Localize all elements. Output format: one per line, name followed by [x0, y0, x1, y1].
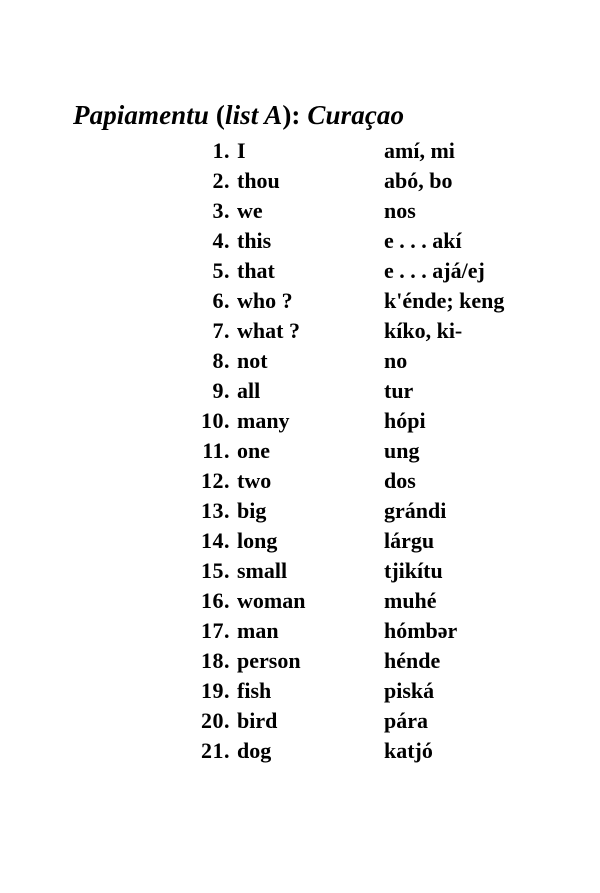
row-number: 7. — [212, 318, 230, 343]
papiamentu-word: amí, mi — [384, 138, 455, 163]
row-number: 12. — [201, 468, 230, 493]
english-word: one — [237, 438, 270, 463]
word-row-15 — [0, 556, 600, 586]
papiamentu-word: no — [384, 348, 408, 373]
row-number: 11. — [202, 438, 230, 463]
papiamentu-word: e . . . akí — [384, 228, 462, 253]
word-row-14 — [0, 526, 600, 556]
english-word: fish — [237, 678, 272, 703]
word-row-12 — [0, 466, 600, 496]
english-word: what ? — [237, 318, 300, 343]
row-number: 13. — [201, 498, 230, 523]
row-number: 21. — [201, 738, 230, 763]
word-list — [0, 136, 600, 766]
papiamentu-word: grándi — [384, 498, 447, 523]
word-row-21 — [0, 736, 600, 766]
page-title — [73, 100, 404, 131]
papiamentu-word: dos — [384, 468, 416, 493]
word-row-2 — [0, 166, 600, 196]
english-word: small — [237, 558, 288, 583]
title-place: Curaçao — [307, 100, 405, 130]
row-number: 15. — [201, 558, 230, 583]
papiamentu-word: ung — [384, 438, 420, 463]
row-number: 2. — [212, 168, 230, 193]
papiamentu-word: abó, bo — [384, 168, 453, 193]
papiamentu-word: lárgu — [384, 528, 435, 553]
word-row-6 — [0, 286, 600, 316]
english-word: many — [237, 408, 290, 433]
row-number: 9. — [212, 378, 230, 403]
papiamentu-word: pára — [384, 708, 428, 733]
english-word: person — [237, 648, 301, 673]
word-row-17 — [0, 616, 600, 646]
row-number: 8. — [212, 348, 230, 373]
english-word: dog — [237, 738, 272, 763]
row-number: 1. — [212, 138, 230, 163]
row-number: 18. — [201, 648, 230, 673]
word-row-10 — [0, 406, 600, 436]
row-number: 10. — [201, 408, 230, 433]
row-number: 4. — [212, 228, 230, 253]
papiamentu-word: tur — [384, 378, 414, 403]
word-row-4 — [0, 226, 600, 256]
english-word: two — [237, 468, 272, 493]
english-word: this — [237, 228, 272, 253]
word-row-19 — [0, 676, 600, 706]
word-row-13 — [0, 496, 600, 526]
title-open-paren: ( — [209, 100, 225, 130]
row-number: 14. — [201, 528, 230, 553]
english-word: not — [237, 348, 268, 373]
row-number: 5. — [212, 258, 230, 283]
papiamentu-word: tjikítu — [384, 558, 443, 583]
papiamentu-word: kíko, ki- — [384, 318, 463, 343]
row-number: 3. — [212, 198, 230, 223]
english-word: man — [237, 618, 279, 643]
word-row-8 — [0, 346, 600, 376]
english-word: that — [237, 258, 275, 283]
row-number: 20. — [201, 708, 230, 733]
english-word: who ? — [237, 288, 293, 313]
word-row-5 — [0, 256, 600, 286]
english-word: big — [237, 498, 267, 523]
row-number: 6. — [212, 288, 230, 313]
word-row-18 — [0, 646, 600, 676]
word-row-11 — [0, 436, 600, 466]
row-number: 17. — [201, 618, 230, 643]
word-row-16 — [0, 586, 600, 616]
english-word: all — [237, 378, 261, 403]
english-word: woman — [237, 588, 306, 613]
title-close-paren: ): — [282, 100, 308, 130]
papiamentu-word: e . . . ajá/ej — [384, 258, 485, 283]
title-list-label: list A — [224, 100, 283, 130]
papiamentu-word: nos — [384, 198, 416, 223]
papiamentu-word: hómbər — [384, 618, 458, 643]
word-row-7 — [0, 316, 600, 346]
word-row-9 — [0, 376, 600, 406]
english-word: I — [237, 138, 246, 163]
word-row-20 — [0, 706, 600, 736]
papiamentu-word: hénde — [384, 648, 441, 673]
english-word: long — [237, 528, 278, 553]
row-number: 19. — [201, 678, 230, 703]
english-word: we — [237, 198, 263, 223]
title-language: Papiamentu — [73, 100, 210, 130]
papiamentu-word: hópi — [384, 408, 426, 433]
english-word: thou — [237, 168, 280, 193]
row-number: 16. — [201, 588, 230, 613]
papiamentu-word: muhé — [384, 588, 437, 613]
word-row-3 — [0, 196, 600, 226]
papiamentu-word: piská — [384, 678, 435, 703]
papiamentu-word: k'énde; keng — [384, 288, 505, 313]
word-row-1 — [0, 136, 600, 166]
papiamentu-word: katjó — [384, 738, 433, 763]
english-word: bird — [237, 708, 278, 733]
